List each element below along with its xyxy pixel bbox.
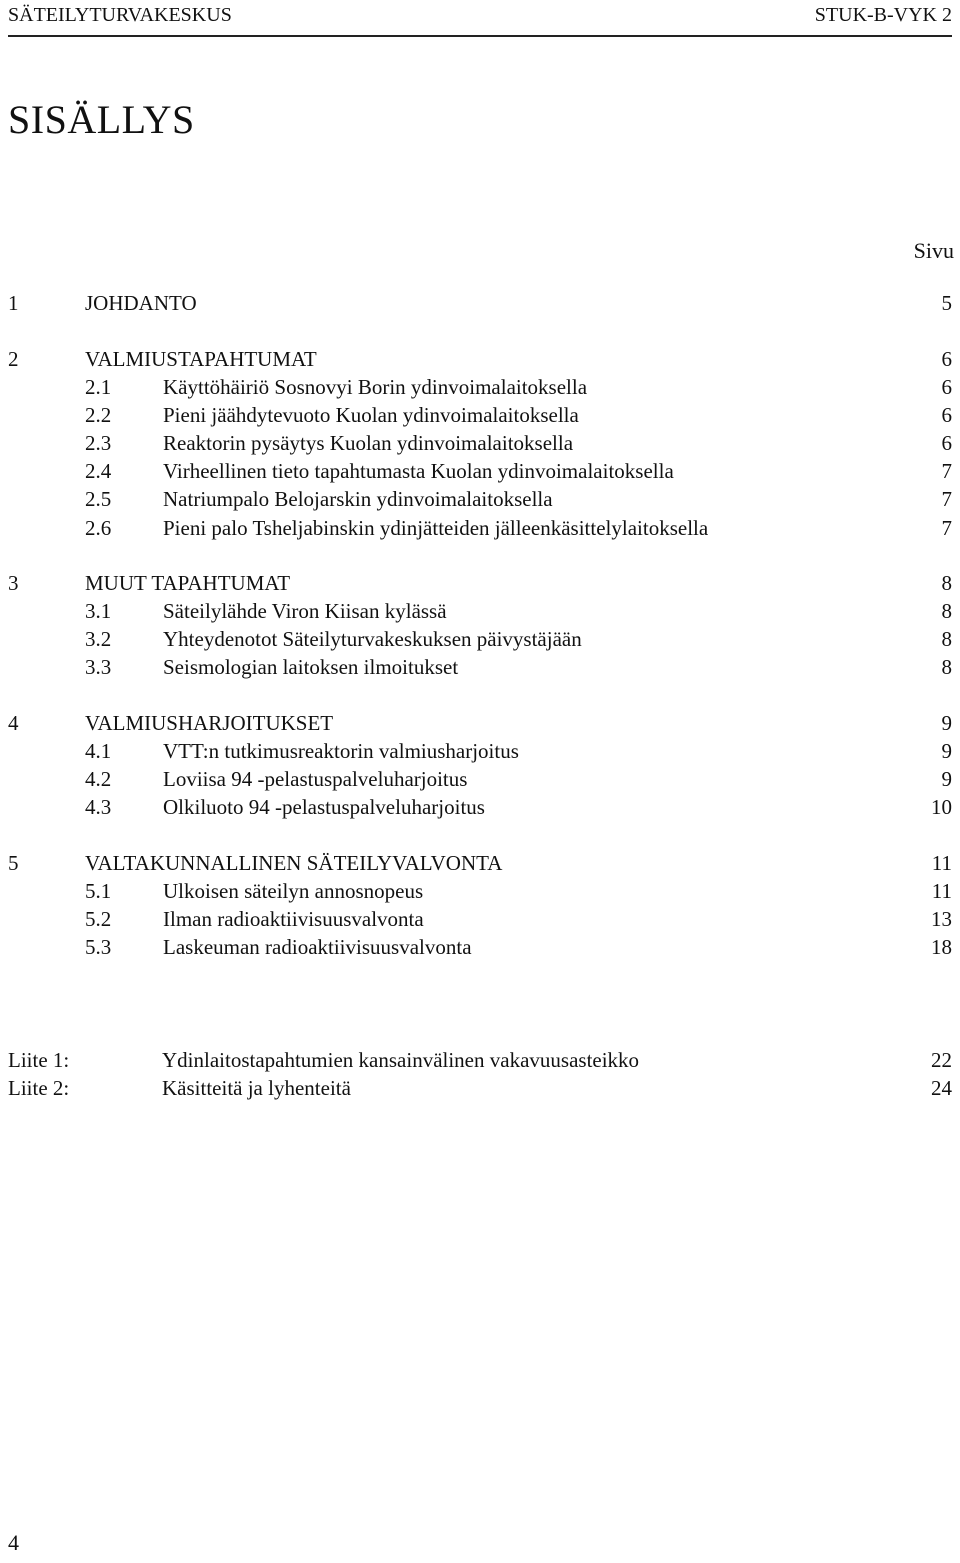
- toc-subsection-3-3[interactable]: [0, 653, 960, 681]
- section-number: 3: [8, 571, 19, 595]
- subsection-title: Käyttöhäiriö Sosnovyi Borin ydinvoimalaitoksella: [163, 375, 588, 399]
- subsection-page: 10: [931, 795, 952, 819]
- appendix-label: Liite 2:: [8, 1076, 70, 1100]
- subsection-title: Laskeuman radioaktiivisuusvalvonta: [163, 935, 472, 959]
- subsection-title: Olkiluoto 94 -pelastuspalveluharjoitus: [163, 795, 485, 819]
- section-number: 4: [8, 711, 19, 735]
- subsection-number: 3.3: [85, 655, 112, 679]
- subsection-title: Virheellinen tieto tapahtumasta Kuolan ydinvoimalaitoksella: [163, 459, 674, 483]
- subsection-title: Reaktorin pysäytys Kuolan ydinvoimalaitoksella: [163, 431, 574, 455]
- subsection-page: 6: [941, 375, 952, 399]
- toc-section-4[interactable]: [0, 709, 960, 737]
- section-number: 5: [8, 851, 19, 875]
- subsection-page: 18: [931, 935, 952, 959]
- subsection-page: 7: [941, 516, 952, 540]
- section-page: 9: [941, 711, 952, 735]
- subsection-title: Loviisa 94 -pelastuspalveluharjoitus: [163, 767, 468, 791]
- toc-section-3[interactable]: [0, 569, 960, 597]
- subsection-title: VTT:n tutkimusreaktorin valmiusharjoitus: [163, 739, 519, 763]
- subsection-title: Ilman radioaktiivisuusvalvonta: [163, 907, 424, 931]
- section-title: VALTAKUNNALLINEN SÄTEILYVALVONTA: [85, 851, 503, 875]
- section-title: JOHDANTO: [85, 291, 197, 315]
- subsection-page: 9: [941, 739, 952, 763]
- subsection-page: 9: [941, 767, 952, 791]
- appendix-page: 22: [931, 1048, 952, 1072]
- toc-appendix-1[interactable]: [0, 1046, 960, 1074]
- subsection-page: 7: [941, 487, 952, 511]
- header-report-id: STUK-B-VYK 2: [814, 4, 952, 26]
- header-rule: [8, 35, 952, 37]
- subsection-number: 2.4: [85, 459, 112, 483]
- appendix-title: Käsitteitä ja lyhenteitä: [162, 1076, 351, 1100]
- subsection-number: 2.1: [85, 375, 112, 399]
- subsection-number: 5.3: [85, 935, 112, 959]
- header-organization: SÄTEILYTURVAKESKUS: [8, 4, 232, 26]
- toc-subsection-5-1[interactable]: [0, 877, 960, 905]
- page-title: SISÄLLYS: [8, 97, 195, 142]
- subsection-title: Natriumpalo Belojarskin ydinvoimalaitoksella: [163, 487, 553, 511]
- subsection-page: 13: [931, 907, 952, 931]
- toc-subsection-2-2[interactable]: [0, 401, 960, 429]
- subsection-page: 8: [941, 599, 952, 623]
- section-page: 11: [931, 851, 952, 875]
- toc-subsection-4-1[interactable]: [0, 737, 960, 765]
- subsection-number: 4.2: [85, 767, 112, 791]
- toc-subsection-2-6[interactable]: [0, 514, 960, 542]
- toc-subsection-2-1[interactable]: [0, 373, 960, 401]
- subsection-number: 2.5: [85, 487, 112, 511]
- toc-section-5[interactable]: [0, 849, 960, 877]
- subsection-title: Yhteydenotot Säteilyturvakeskuksen päivystäjään: [163, 627, 582, 651]
- subsection-title: Seismologian laitoksen ilmoitukset: [163, 655, 459, 679]
- toc-subsection-4-2[interactable]: [0, 765, 960, 793]
- section-page: 8: [941, 571, 952, 595]
- subsection-number: 5.1: [85, 879, 112, 903]
- section-page: 6: [941, 347, 952, 371]
- appendix-page: 24: [931, 1076, 952, 1100]
- subsection-number: 2.3: [85, 431, 112, 455]
- section-number: 1: [8, 291, 19, 315]
- toc-subsection-2-5[interactable]: [0, 485, 960, 513]
- section-page: 5: [941, 291, 952, 315]
- toc-subsection-4-3[interactable]: [0, 793, 960, 821]
- subsection-page: 6: [941, 403, 952, 427]
- subsection-number: 2.2: [85, 403, 112, 427]
- footer-page-number: 4: [8, 1530, 19, 1555]
- toc-subsection-3-2[interactable]: [0, 625, 960, 653]
- subsection-number: 4.3: [85, 795, 112, 819]
- section-number: 2: [8, 347, 19, 371]
- toc-subsection-2-4[interactable]: [0, 457, 960, 485]
- subsection-number: 4.1: [85, 739, 112, 763]
- toc-subsection-5-3[interactable]: [0, 933, 960, 961]
- subsection-page: 8: [941, 655, 952, 679]
- toc-subsection-2-3[interactable]: [0, 429, 960, 457]
- subsection-title: Ulkoisen säteilyn annosnopeus: [163, 879, 424, 903]
- subsection-number: 3.2: [85, 627, 112, 651]
- subsection-title: Pieni palo Tsheljabinskin ydinjätteiden jälleenkäsittelylaitoksella: [163, 516, 709, 540]
- appendix-label: Liite 1:: [8, 1048, 70, 1072]
- toc-subsection-3-1[interactable]: [0, 597, 960, 625]
- toc-section-1[interactable]: [0, 289, 960, 317]
- toc-section-2[interactable]: [0, 345, 960, 373]
- appendix-title: Ydinlaitostapahtumien kansainvälinen vakavuusasteikko: [162, 1048, 640, 1072]
- page-column-label: Sivu: [913, 238, 954, 263]
- subsection-title: Säteilylähde Viron Kiisan kylässä: [163, 599, 447, 623]
- section-title: VALMIUSTAPAHTUMAT: [85, 347, 317, 371]
- subsection-page: 6: [941, 431, 952, 455]
- subsection-number: 2.6: [85, 516, 112, 540]
- subsection-number: 5.2: [85, 907, 112, 931]
- toc-subsection-5-2[interactable]: [0, 905, 960, 933]
- subsection-page: 11: [931, 879, 952, 903]
- subsection-number: 3.1: [85, 599, 112, 623]
- section-title: VALMIUSHARJOITUKSET: [85, 711, 334, 735]
- subsection-title: Pieni jäähdytevuoto Kuolan ydinvoimalaitoksella: [163, 403, 579, 427]
- subsection-page: 7: [941, 459, 952, 483]
- section-title: MUUT TAPAHTUMAT: [85, 571, 291, 595]
- subsection-page: 8: [941, 627, 952, 651]
- toc-appendix-2[interactable]: [0, 1074, 960, 1102]
